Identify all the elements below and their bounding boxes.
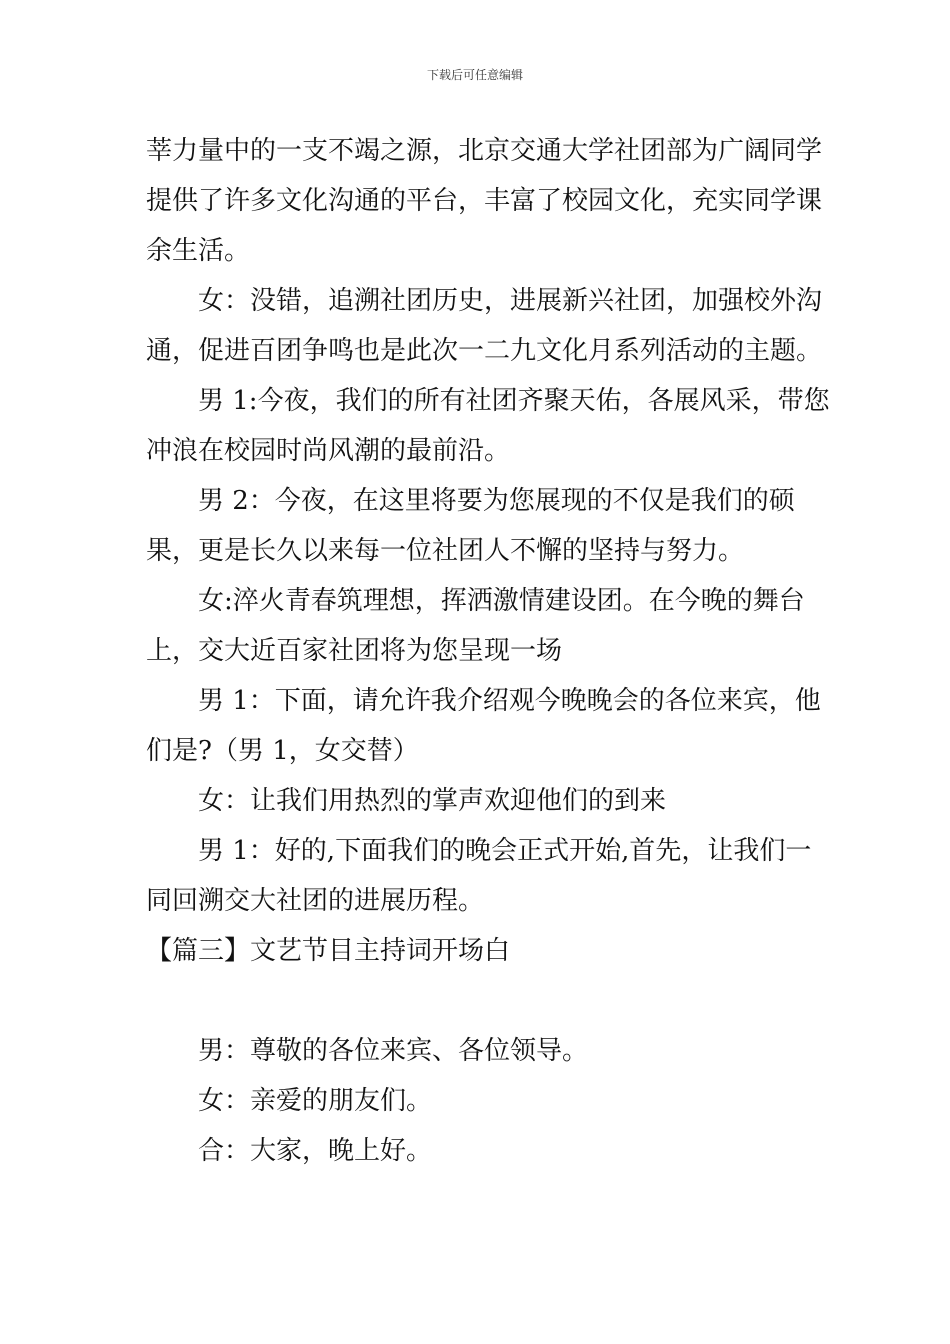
paragraph-male-greeting: 男：尊敬的各位来宾、各位领导。: [198, 1036, 589, 1066]
paragraph-female-greeting: 女：亲爱的朋友们。: [198, 1086, 433, 1116]
section-heading: 【篇三】文艺节目主持词开场白: [146, 936, 511, 966]
document-body: [146, 126, 836, 1176]
blank-line: [146, 976, 836, 1026]
paragraph-male1-tonight: 男 1:今夜，我们的所有社团齐聚天佑，各展风采，带您冲浪在校园时尚风潮的最前沿。: [146, 386, 830, 466]
paragraph-continuation: 莘力量中的一支不竭之源，北京交通大学社团部为广阔同学提供了许多文化沟通的平台，丰富了校园文化，充实同学课余生活。: [146, 136, 823, 266]
paragraph-female-stage: 女:淬火青春筑理想，挥洒激情建设团。在今晚的舞台上，交大近百家社团将为您呈现一场: [146, 586, 805, 666]
paragraph-male2-tonight: 男 2：今夜，在这里将要为您展现的不仅是我们的硕果，更是长久以来每一位社团人不懈的坚持与努力。: [146, 486, 795, 566]
paragraph-female-theme: 女：没错，追溯社团历史，进展新兴社团，加强校外沟通，促进百团争鸣也是此次一二九文化月系列活动的主题。: [146, 286, 823, 366]
paragraph-female-applause: 女：让我们用热烈的掌声欢迎他们的到来: [198, 786, 667, 816]
paragraph-together-greeting: 合：大家，晚上好。: [198, 1136, 433, 1166]
header-note: 下载后可任意编辑: [426, 68, 523, 82]
paragraph-male1-start: 男 1：好的,下面我们的晚会正式开始,首先，让我们一同回溯交大社团的进展历程。: [146, 836, 812, 916]
paragraph-male1-guests: 男 1：下面，请允许我介绍观今晚晚会的各位来宾，他们是?（男 1，女交替）: [146, 686, 821, 766]
